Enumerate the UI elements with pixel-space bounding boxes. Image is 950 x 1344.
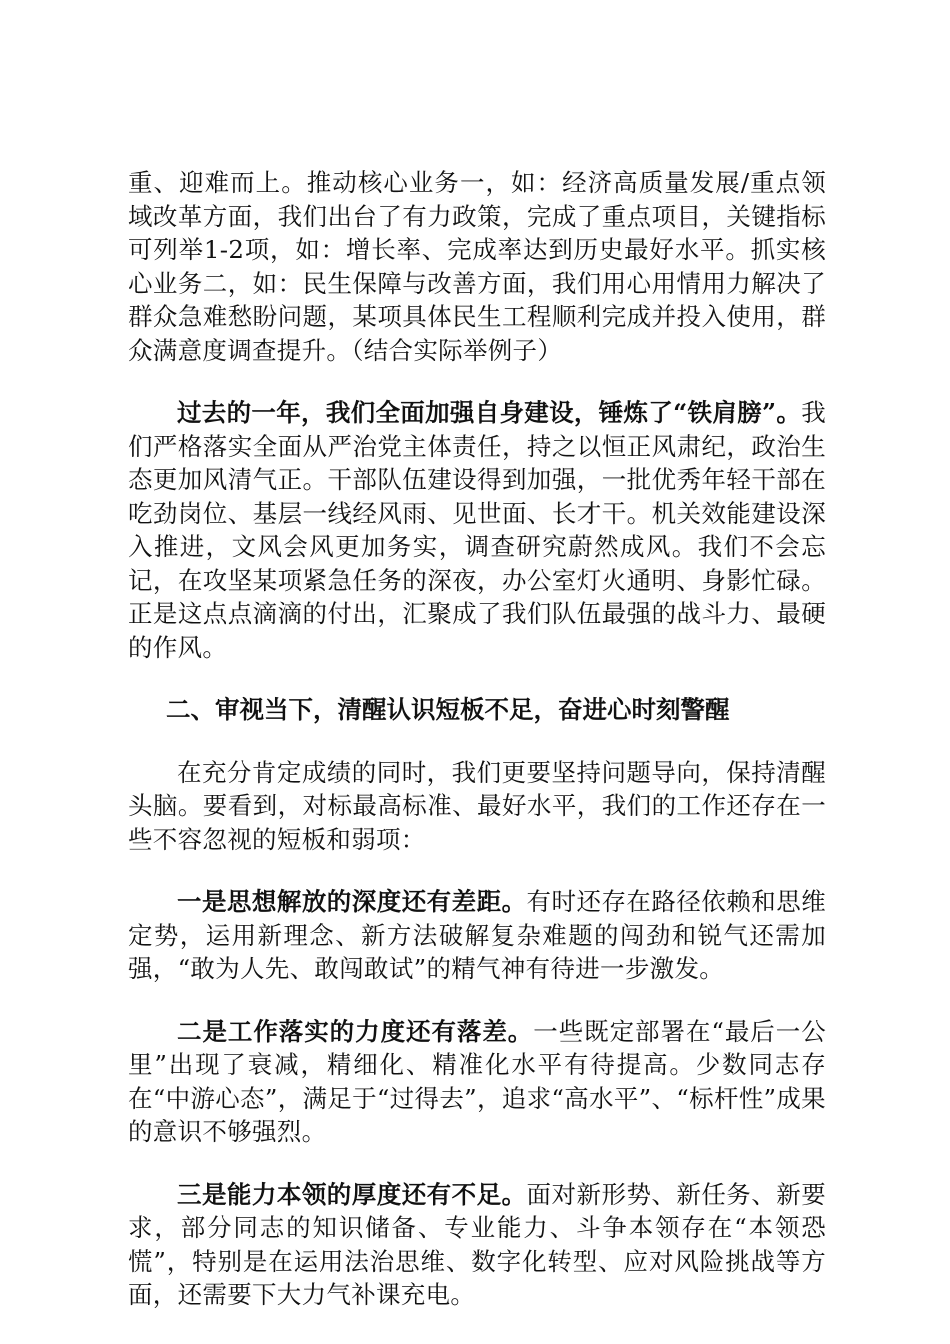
paragraph-problem-two: [128, 1015, 826, 1149]
paragraph-body: 我们严格落实全面从严治党主体责任，持之以恒正风肃纪，政治生态更加风清气正。干部队伍建设得到加强，一批优秀年轻干部在吃劲岗位、基层一线经风雨、见世面、长才干。机关效能建设深入推进，文风会风更加务实，调查研究蔚然成风。我们不会忘记，在攻坚某项紧急任务的深夜，办公室灯火通明、身影忙碌。正是这点点滴滴的付出，汇聚成了我们队伍最强的战斗力、最硬的作风。: [128, 398, 826, 662]
paragraph-body: 有时还存在路径依赖和思维定势，运用新理念、新方法破解复杂难题的闯劲和锐气还需加强，“敢为人先、敢闯敢试”的精气神有待进一步激发。: [128, 887, 826, 983]
paragraph-lead-sentence: 一是思想解放的深度还有差距。: [177, 887, 527, 916]
paragraph-problem-intro: 在充分肯定成绩的同时，我们更要坚持问题导向，保持清醒头脑。要看到，对标最高标准、最好水平，我们的工作还存在一些不容忽视的短板和弱项：: [128, 757, 826, 854]
section-heading: 二、审视当下，清醒认识短板不足，奋进心时刻警醒: [165, 695, 730, 724]
paragraph-problem-one: [128, 885, 826, 986]
paragraph-lead-sentence: 三是能力本领的厚度还有不足。: [177, 1179, 527, 1209]
paragraph-core-business: 重、迎难而上。推动核心业务一，如：经济高质量发展/重点领域改革方面，我们出台了有力政策，完成了重点项目，关键指标可列举1-2项，如：增长率、完成率达到历史最好水平。抓实核心业务二，如：民生保障与改善方面，我们用心用情用力解决了群众急难愁盼问题，某项具体民生工程顺利完成并投入使用，群众满意度调查提升。（结合实际举例子）: [128, 168, 826, 365]
paragraph-body: 面对新形势、新任务、新要求，部分同志的知识储备、专业能力、斗争本领存在“本领恐慌”，特别是在运用法治思维、数字化转型、应对风险挑战等方面，还需要下大力气补课充电。: [128, 1179, 827, 1309]
paragraph-problem-three: [128, 1178, 826, 1312]
paragraph-self-building: [128, 396, 826, 664]
paragraph-lead-sentence: 二是工作落实的力度还有落差。: [177, 1016, 534, 1046]
document-page: [128, 166, 826, 1341]
paragraph-lead-sentence: 过去的一年，我们全面加强自身建设，锤炼了“铁肩膀”。: [177, 398, 802, 427]
paragraph-body: 一些既定部署在“最后一公里”出现了衰减，精细化、精准化水平有待提高。少数同志存在“中游心态”，满足于“过得去”，追求“高水平”、“标杆性”成果的意识不够强烈。: [128, 1016, 827, 1146]
